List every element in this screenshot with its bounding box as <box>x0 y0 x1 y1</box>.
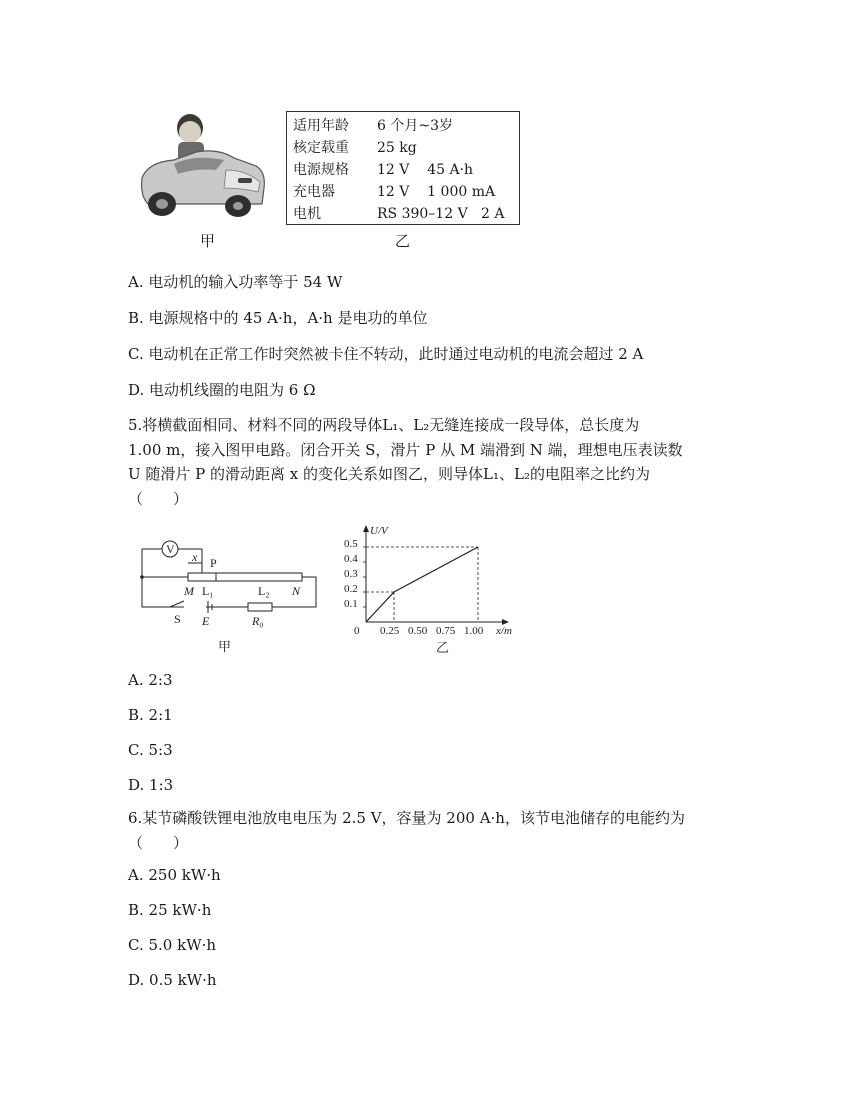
slider-p-label: P <box>210 556 217 570</box>
q5-line: U 随滑片 P 的滑动距离 x 的变化关系如图乙，则导体L₁、L₂的电阻率之比约为 <box>128 465 650 483</box>
resistor-r0-label: R₀ <box>252 614 264 628</box>
spec-row: 适用年龄 6 个月~3岁 <box>293 118 453 134</box>
question-5-stem <box>128 413 738 511</box>
spec-row: 电源规格 12 V 45 A·h <box>293 162 474 178</box>
q5-option-a: A. 2:3 <box>128 671 173 689</box>
u-x-line <box>366 547 478 622</box>
question-6-stem <box>128 806 738 855</box>
x-axis-label: x/m <box>496 625 512 637</box>
x-tick-label: 0.25 <box>380 625 400 637</box>
q6-line: （ ） <box>128 833 189 852</box>
y-tick-label: 0.1 <box>344 598 358 610</box>
voltmeter-label: V <box>166 542 175 556</box>
y-tick-label: 0.3 <box>344 568 358 580</box>
circuit-diagram <box>130 535 330 657</box>
q4-option-b: B. 电源规格中的 45 A·h，A·h 是电功的单位 <box>128 309 428 327</box>
figure-caption-yi: 乙 <box>395 232 411 250</box>
circuit-caption: 甲 <box>218 639 232 654</box>
switch-s-label: S <box>174 612 181 626</box>
battery-e-label: E <box>202 614 210 628</box>
x-label: x <box>192 550 198 564</box>
l2-label: L₂ <box>258 584 270 598</box>
y-tick-label: 0.5 <box>344 538 358 550</box>
x-tick-label: 0.50 <box>408 625 428 637</box>
graph-caption: 乙 <box>436 640 450 655</box>
q4-option-c: C. 电动机在正常工作时突然被卡住不转动，此时通过电动机的电流会超过 2 A <box>128 345 644 363</box>
q5-option-d: D. 1:3 <box>128 776 174 794</box>
end-m-label: M <box>184 584 194 598</box>
q5-line: 5.将横截面相同、材料不同的两段导体L₁、L₂无缝连接成一段导体，总长度为 <box>128 416 640 434</box>
y-tick-label: 0.4 <box>344 553 358 565</box>
spec-row: 电机 RS 390–12 V 2 A <box>293 206 505 222</box>
x-tick-label: 0.75 <box>436 625 456 637</box>
x-tick-label: 1.00 <box>464 625 484 637</box>
origin-label: 0 <box>354 625 360 637</box>
q5-option-b: B. 2:1 <box>128 706 173 724</box>
spec-row: 核定载重 25 kg <box>293 140 417 156</box>
q5-option-c: C. 5:3 <box>128 741 173 759</box>
u-x-graph <box>330 522 520 658</box>
end-n-label: N <box>292 584 301 598</box>
y-axis-label: U/V <box>370 525 388 537</box>
q6-option-d: D. 0.5 kW·h <box>128 971 217 989</box>
q4-option-a: A. 电动机的输入功率等于 54 W <box>128 273 343 291</box>
q6-line: 6.某节磷酸铁锂电池放电电压为 2.5 V，容量为 200 A·h，该节电池储存的电能约为 <box>128 809 685 827</box>
toy-car-photo <box>138 108 270 226</box>
y-tick-label: 0.2 <box>344 583 358 595</box>
spec-table <box>286 111 520 225</box>
q6-option-a: A. 250 kW·h <box>128 866 221 884</box>
q6-option-c: C. 5.0 kW·h <box>128 936 217 954</box>
q5-line: 1.00 m，接入图甲电路。闭合开关 S，滑片 P 从 M 端滑到 N 端，理想电压表读数 <box>128 440 683 459</box>
q5-line: （ ） <box>128 489 189 508</box>
q4-option-d: D. 电动机线圈的电阻为 6 Ω <box>128 381 316 399</box>
q6-option-b: B. 25 kW·h <box>128 901 212 919</box>
figure-caption-jia: 甲 <box>200 232 216 250</box>
l1-label: L₁ <box>202 584 214 598</box>
spec-row: 充电器 12 V 1 000 mA <box>293 184 496 200</box>
